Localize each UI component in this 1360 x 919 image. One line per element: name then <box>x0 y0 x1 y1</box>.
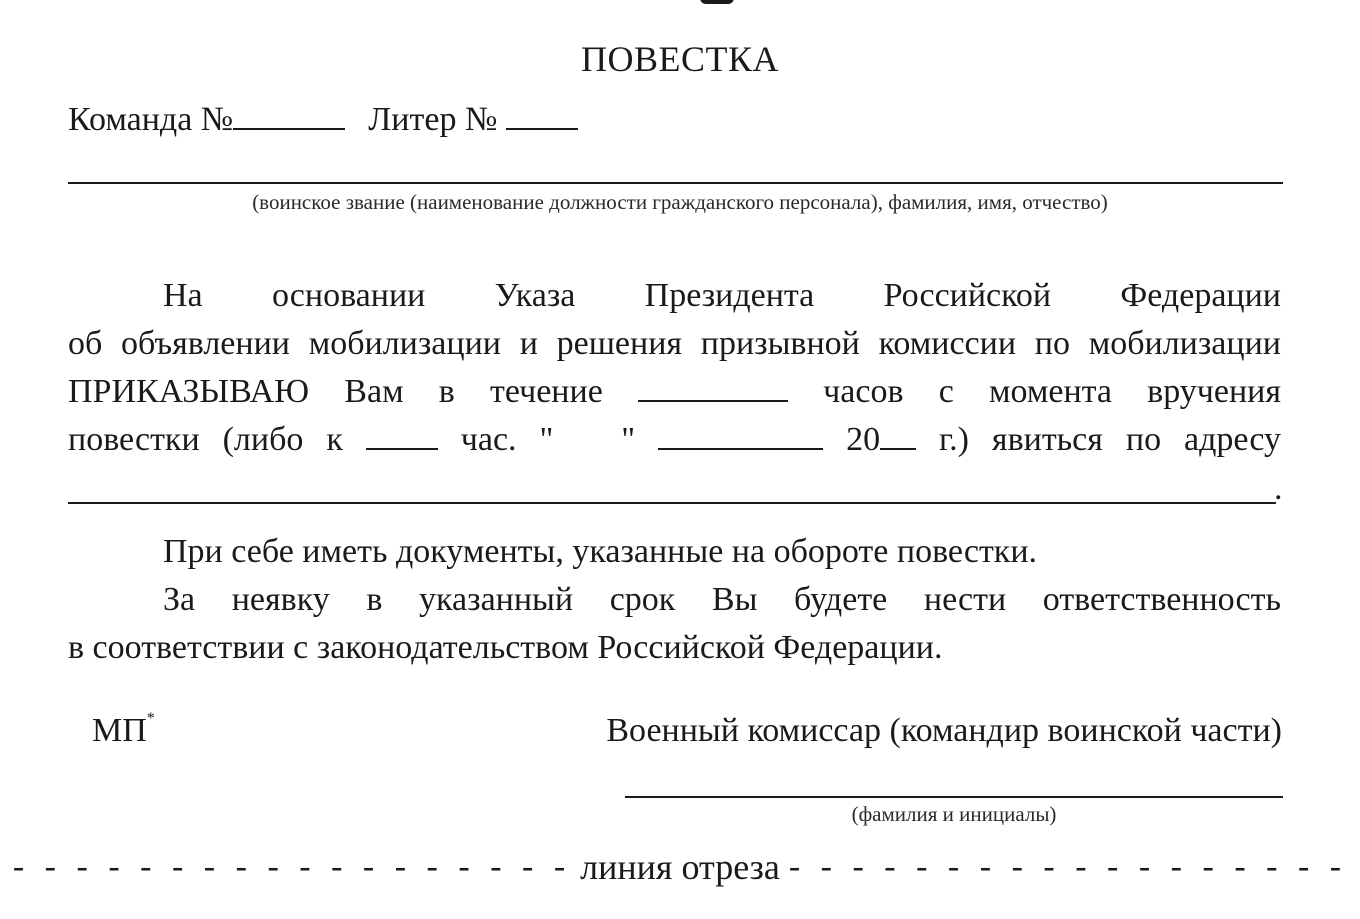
cut-line-label: линия отреза <box>580 847 780 887</box>
cropped-heading-fragment <box>700 0 734 4</box>
stamp-place <box>92 709 155 750</box>
time-blank <box>366 420 438 450</box>
summons-either-text: повестки (либо к <box>68 421 343 458</box>
liability-line-1: За неявку в указанный срок Вы будете нести ответственность <box>163 581 1281 618</box>
main-paragraph-line-4 <box>68 416 1281 464</box>
main-paragraph-line-3 <box>68 368 1281 416</box>
cut-line <box>0 846 1360 888</box>
order-text: ПРИКАЗЫВАЮ Вам в течение <box>68 373 603 410</box>
cut-dashes-left: - - - - - - - - - - - - - - - - - - <box>12 848 572 885</box>
month-blank <box>658 420 823 450</box>
hours-blank <box>638 372 788 402</box>
liter-number-blank <box>506 100 578 130</box>
address-period: . <box>1274 470 1283 507</box>
liability-line-2: в соответствии с законодательством Российской Федерации. <box>68 629 943 666</box>
commissar-title: Военный комиссар (командир воинской части) <box>606 712 1282 749</box>
year-blank <box>880 420 916 450</box>
quote-close: " <box>621 421 636 458</box>
signature-caption: (фамилия и инициалы) <box>851 802 1057 826</box>
stamp-label: МП <box>92 712 147 749</box>
address-rule <box>68 502 1276 504</box>
stamp-footnote-mark: * <box>146 709 155 727</box>
team-label: Команда № <box>68 101 234 138</box>
main-paragraph-line-1: На основании Указа Президента Российской Федерации <box>163 277 1281 314</box>
signature-rule <box>625 796 1283 798</box>
document-title: ПОВЕСТКА <box>580 39 779 79</box>
recipient-caption: (воинское звание (наименование должности гражданского персонала), фамилия, имя, отчество) <box>252 190 1108 214</box>
hours-text: часов с момента вручения <box>823 373 1282 410</box>
main-paragraph-line-2: об объявлении мобилизации и решения призывной комиссии по мобилизации <box>68 325 1281 362</box>
team-liter-line <box>68 100 578 139</box>
address-text: г.) явиться по адресу <box>939 421 1281 458</box>
recipient-name-rule <box>68 182 1283 184</box>
year-prefix: 20 <box>846 421 881 458</box>
team-number-blank <box>233 100 345 130</box>
cut-dashes-right: - - - - - - - - - - - - - - - - - - <box>788 848 1348 885</box>
documents-note: При себе иметь документы, указанные на обороте повестки. <box>163 533 1038 570</box>
liter-label: Литер № <box>368 101 498 138</box>
hour-text: час. " <box>460 421 554 458</box>
